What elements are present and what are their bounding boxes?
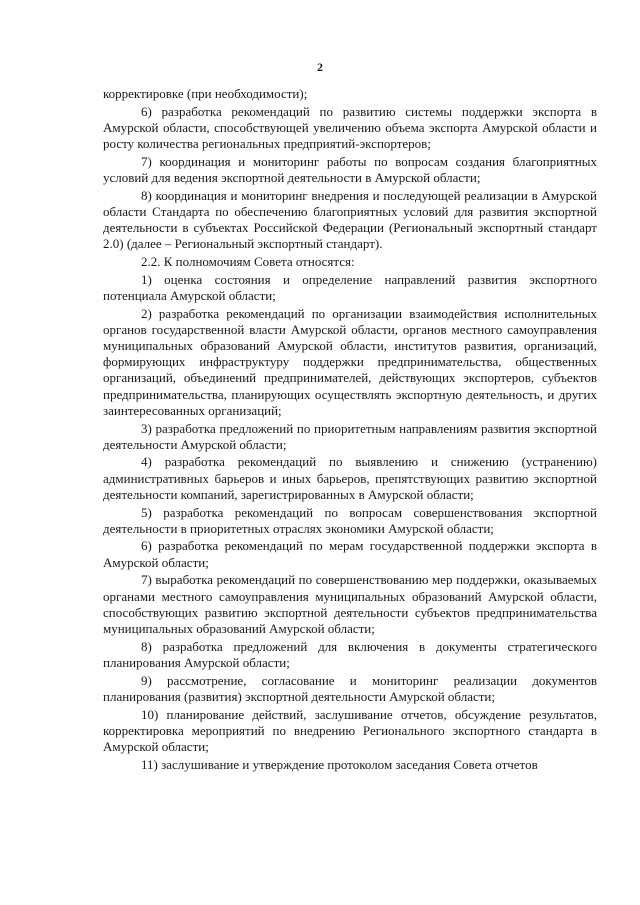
paragraph-15: 11) заслушивание и утверждение протоколом заседания Совета отчетов bbox=[141, 756, 538, 772]
paragraph-8: 4) разработка рекомендаций по выявлению и снижению (устранению) административных барьеров и иных барьеров, препятствующих развитию экспортной деятельности компаний, зарегистрированных в Амурской области; bbox=[103, 454, 597, 502]
page-number: 2 bbox=[317, 60, 323, 74]
paragraph-10: 6) разработка рекомендаций по мерам государственной поддержки экспорта в Амурской области; bbox=[103, 538, 597, 570]
paragraph-0: корректировке (при необходимости); bbox=[103, 86, 308, 101]
paragraph-6: 2) разработка рекомендаций по организации взаимодействия исполнительных органов государственной власти Амурской области, органов местного самоуправления муниципальных образований Амурской области, институтов развития, организаций, формирующих инфраструктуру поддержки предпринимательства, общественных организаций, объединений предпринимателей, действующих экспортеров, субъектов предпринимательства, планирующих осуществлять экспортную деятельность, и других заинтересованных организаций; bbox=[103, 305, 597, 418]
paragraph-4: 2.2. К полномочиям Совета относятся: bbox=[141, 254, 355, 270]
paragraph-13: 9) рассмотрение, согласование и мониторинг реализации документов планирования (развития) экспортной деятельности Амурской области; bbox=[103, 672, 597, 704]
paragraph-7: 3) разработка предложений по приоритетным направлениям развития экспортной деятельности Амурской области; bbox=[103, 420, 597, 452]
paragraph-1: 6) разработка рекомендаций по развитию системы поддержки экспорта в Амурской области, способствующей увеличению объема экспорта Амурской области и росту количества региональных предприятий-экспортеров; bbox=[103, 103, 597, 152]
paragraph-2: 7) координация и мониторинг работы по вопросам создания благоприятных условий для ведения экспортной деятельности в Амурской области; bbox=[103, 153, 597, 186]
document-body bbox=[103, 86, 597, 774]
paragraph-11: 7) выработка рекомендаций по совершенствованию мер поддержки, оказываемых органами местного самоуправления муниципальных образований Амурской области, способствующих развитию экспортной деятельности субъектов предпринимательства муниципальных образований Амурской области; bbox=[103, 572, 597, 636]
paragraph-3: 8) координация и мониторинг внедрения и последующей реализации в Амурской области Стандарта по обеспечению благоприятных условий для развития экспортной деятельности в субъектах Российской Федерации (Региональный экспортный стандарт 2.0) (далее – Региональный экспортный стандарт). bbox=[103, 187, 597, 252]
paragraph-9: 5) разработка рекомендаций по вопросам совершенствования экспортной деятельности в приоритетных отраслях экономики Амурской области; bbox=[103, 504, 597, 536]
paragraph-12: 8) разработка предложений для включения в документы стратегического планирования Амурской области; bbox=[103, 638, 597, 670]
paragraph-5: 1) оценка состояния и определение направлений развития экспортного потенциала Амурской области; bbox=[103, 271, 597, 303]
paragraph-14: 10) планирование действий, заслушивание отчетов, обсуждение результатов, корректировка мероприятий по внедрению Регионального экспортного стандарта в Амурской области; bbox=[103, 706, 597, 754]
